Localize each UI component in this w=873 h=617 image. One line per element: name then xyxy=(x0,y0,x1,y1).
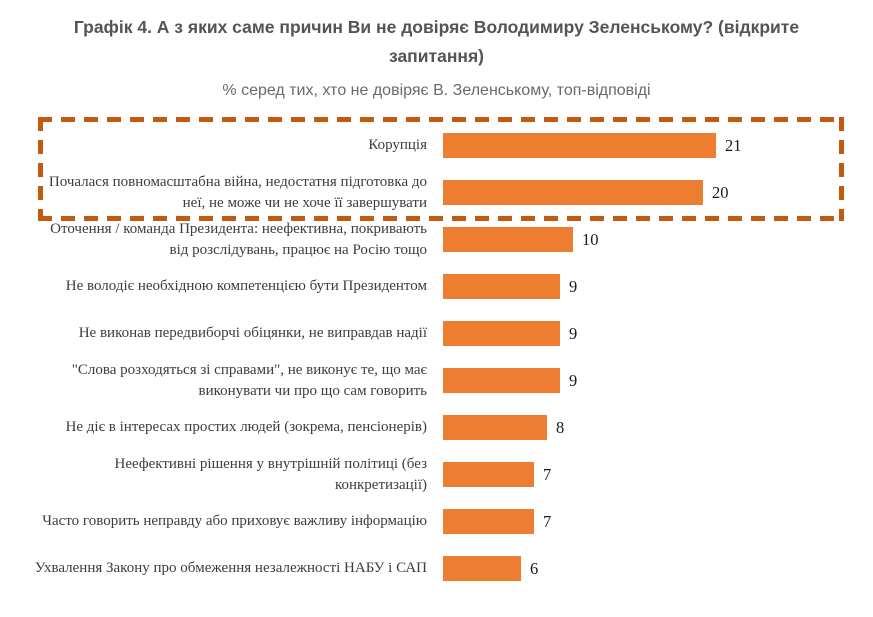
value-label: 20 xyxy=(712,182,729,202)
chart-row xyxy=(0,357,873,404)
bar xyxy=(443,133,716,158)
bar-track xyxy=(435,509,873,534)
bar xyxy=(443,415,547,440)
chart-row xyxy=(0,545,873,592)
value-label: 10 xyxy=(582,229,599,249)
chart-row xyxy=(0,451,873,498)
bar xyxy=(443,274,560,299)
bar-track xyxy=(435,180,873,205)
bar-track xyxy=(435,415,873,440)
bar xyxy=(443,556,521,581)
bar-chart xyxy=(0,122,873,592)
category-label: Не виконав передвиборчі обіцянки, не виправдав надії xyxy=(78,325,427,342)
value-label: 7 xyxy=(543,511,552,531)
category-label: Ухвалення Закону про обмеження незалежності НАБУ і САП xyxy=(34,560,427,577)
chart-row xyxy=(0,404,873,451)
chart-row xyxy=(0,169,873,216)
value-label: 6 xyxy=(530,558,539,578)
category-label: Корупція xyxy=(368,137,427,154)
value-label: 7 xyxy=(543,464,552,484)
value-label: 9 xyxy=(569,276,578,296)
chart-row xyxy=(0,216,873,263)
bar xyxy=(443,509,534,534)
category-label: Оточення / команда Президента: неефективна, покривають від розслідувань, працює на Росію тощо xyxy=(50,221,427,258)
chart-row xyxy=(0,310,873,357)
category-label: Почалася повномасштабна війна, недостатня підготовка до неї, не може чи не хоче її завершувати xyxy=(48,174,427,211)
bar-track xyxy=(435,368,873,393)
value-label: 8 xyxy=(556,417,565,437)
bar xyxy=(443,462,534,487)
value-label: 9 xyxy=(569,370,578,390)
bar-track xyxy=(435,321,873,346)
bar xyxy=(443,368,560,393)
chart-row xyxy=(0,498,873,545)
category-label: Неефективні рішення у внутрішній політиці (без конкретизації) xyxy=(114,456,427,493)
bar-track xyxy=(435,274,873,299)
category-label: "Слова розходяться зі справами", не виконує те, що має виконувати чи про що сам говорить xyxy=(71,362,427,399)
category-label: Не діє в інтересах простих людей (зокрема, пенсіонерів) xyxy=(65,419,427,436)
chart-subtitle: % серед тих, хто не довіряє В. Зеленському, топ-відповіді xyxy=(222,81,651,99)
bar-track xyxy=(435,227,873,252)
bar-track xyxy=(435,133,873,158)
chart-title: Графік 4. А з яких саме причин Ви не довіряє Володимиру Зеленському? (відкрите запитання) xyxy=(73,17,800,66)
bar-track xyxy=(435,556,873,581)
chart-row xyxy=(0,122,873,169)
bar-track xyxy=(435,462,873,487)
bar xyxy=(443,180,703,205)
category-label: Часто говорить неправду або приховує важливу інформацію xyxy=(42,513,427,530)
value-label: 21 xyxy=(725,135,742,155)
bar xyxy=(443,321,560,346)
category-label: Не володіє необхідною компетенцією бути Президентом xyxy=(65,278,427,295)
value-label: 9 xyxy=(569,323,578,343)
chart-row xyxy=(0,263,873,310)
bar xyxy=(443,227,573,252)
